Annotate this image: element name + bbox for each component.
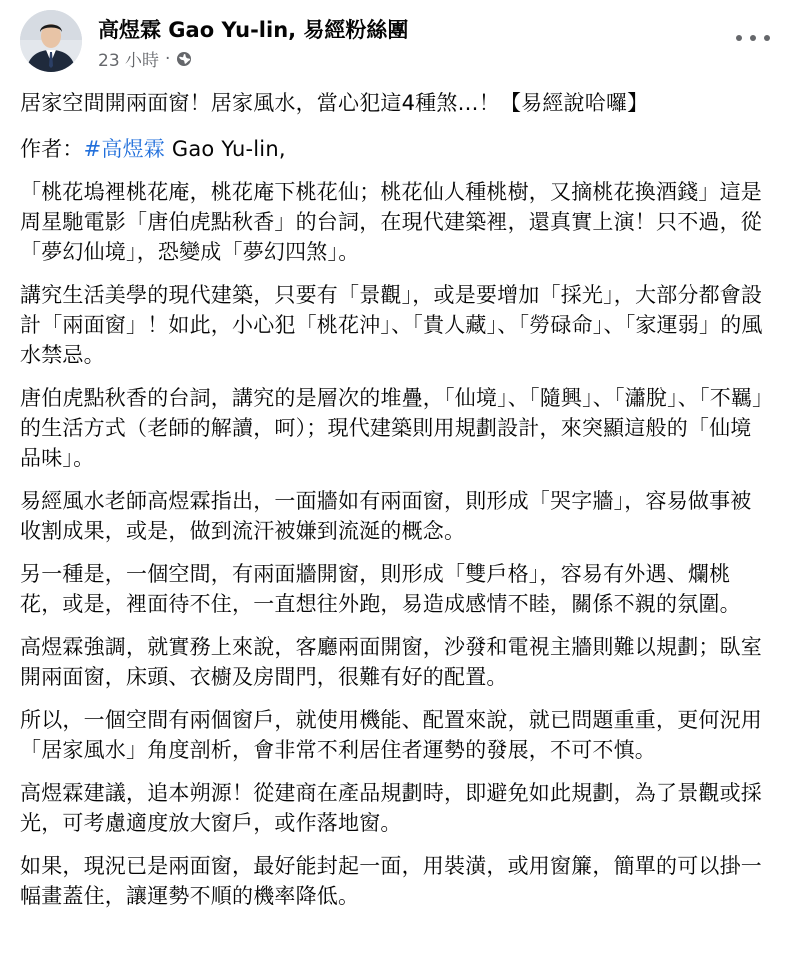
- post-paragraph: 如果，現況已是兩面窗，最好能封起一面，用裝潢，或用窗簾，簡單的可以掛一幅畫蓋住，讓運勢不順的機率降低。: [20, 854, 762, 908]
- more-dot: [750, 35, 756, 41]
- byline-suffix: Gao Yu-lin,: [165, 137, 286, 161]
- post-paragraph: 另一種是，一個空間，有兩面牆開窗，則形成「雙戶格」，容易有外遇、爛桃花，或是，裡面待不住，一直想往外跑，易造成感情不睦，關係不親的氛圍。: [20, 562, 741, 616]
- post-paragraph: 易經風水老師高煜霖指出，一面牆如有兩面窗，則形成「哭字牆」，容易做事被收割成果，或是，做到流汗被嫌到流涎的概念。: [20, 489, 752, 543]
- author-avatar[interactable]: [20, 10, 82, 72]
- post-paragraph: 所以，一個空間有兩個窗戶，就使用機能、配置來說，就已問題重重，更何況用「居家風水」角度剖析，會非常不利居住者運勢的發展，不可不慎。: [20, 708, 762, 762]
- more-dot: [764, 35, 770, 41]
- more-options-button[interactable]: [736, 28, 770, 48]
- post-paragraph: 唐伯虎點秋香的台詞，講究的是層次的堆疊，「仙境」、「隨興」、「瀟脫」、「不羈」的生活方式（老師的解讀，呵）；現代建築則用規劃設計，來突顯這般的「仙境品味」。: [20, 386, 763, 470]
- post-title: 居家空間開兩面窗！居家風水，當心犯這4種煞…！【易經說哈囉】: [20, 91, 649, 115]
- meta-separator: ·: [165, 48, 171, 69]
- post-timestamp[interactable]: 23 小時: [98, 51, 160, 71]
- post-paragraph: 講究生活美學的現代建築，只要有「景觀」，或是要增加「採光」，大部分都會設計「兩面窗」！如此，小心犯「桃花沖」、「貴人藏」、「勞碌命」、「家運弱」的風水禁忌。: [20, 283, 763, 367]
- post-meta: [98, 46, 192, 71]
- more-horizontal-icon: [736, 35, 742, 41]
- globe-icon[interactable]: [176, 51, 192, 67]
- byline-prefix: 作者：: [20, 137, 84, 161]
- post-paragraph: 高煜霖建議，追本朔源！從建商在產品規劃時，即避免如此規劃，為了景觀或採光，可考慮適度放大窗戶，或作落地窗。: [20, 781, 762, 835]
- post-paragraph: 高煜霖強調，就實務上來說，客廳兩面開窗，沙發和電視主牆則難以規劃；臥室開兩面窗，床頭、衣櫥及房間門，很難有好的配置。: [20, 635, 762, 689]
- post-header: [20, 10, 770, 74]
- avatar-portrait-icon: [20, 10, 82, 72]
- post-paragraph: 「桃花塢裡桃花庵，桃花庵下桃花仙；桃花仙人種桃樹，又摘桃花換酒錢」這是周星馳電影「唐伯虎點秋香」的台詞，在現代建築裡，還真實上演！只不過，從「夢幻仙境」，恐變成「夢幻四煞」。: [20, 180, 762, 264]
- author-name[interactable]: 高煜霖 Gao Yu-lin, 易經粉絲團: [98, 18, 409, 42]
- author-hashtag-link[interactable]: #高煜霖: [83, 137, 166, 161]
- post-byline: [20, 134, 770, 164]
- post-body: [20, 88, 770, 924]
